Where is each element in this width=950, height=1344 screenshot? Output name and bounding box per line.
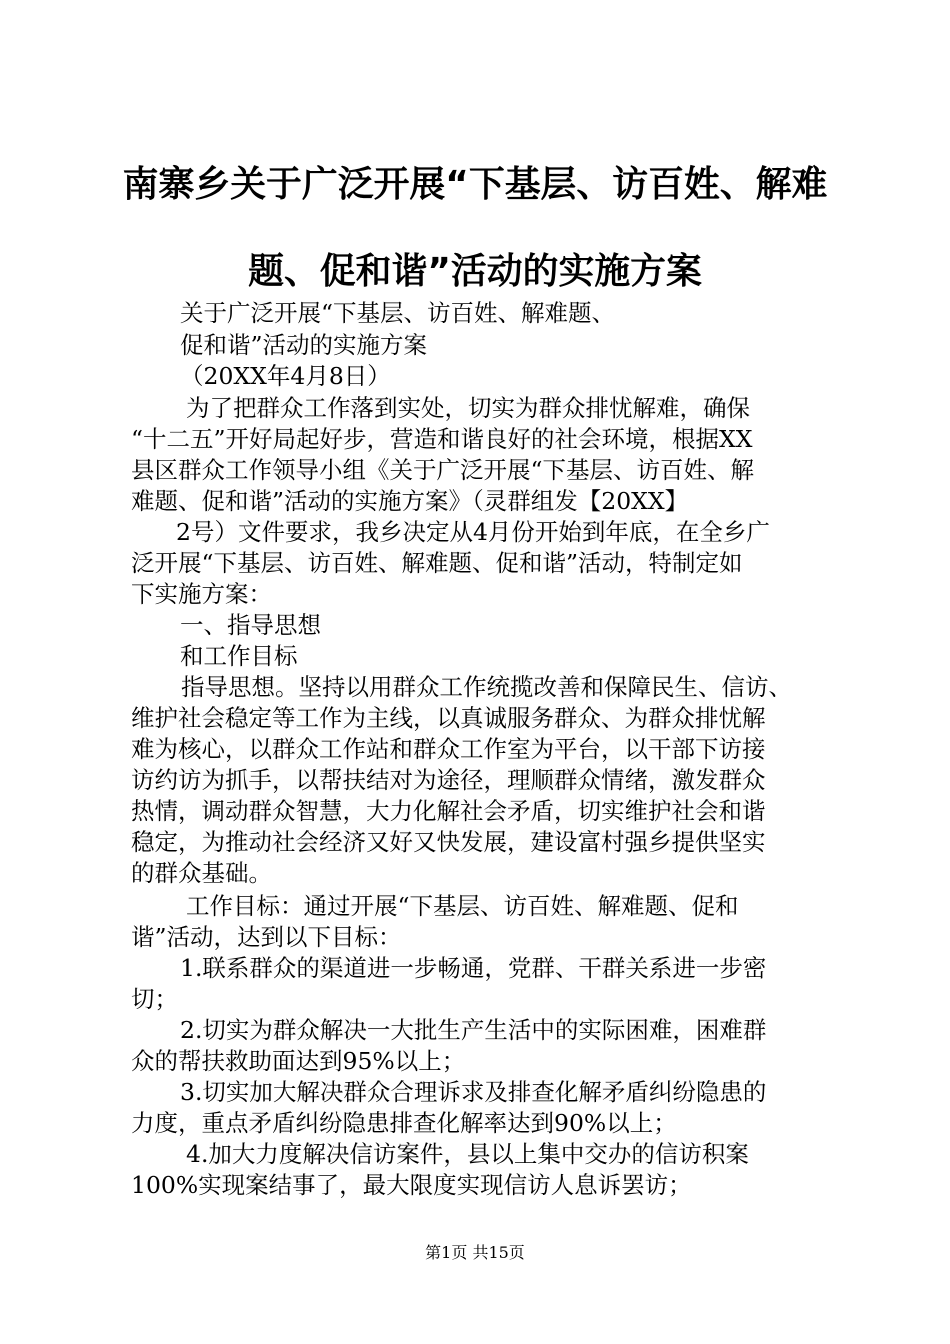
body-line: 访约访为抓手，以帮扶结对为途径，理顺群众情绪，激发群众 [131,766,766,794]
body-line: 切； [131,985,178,1013]
body-line: 县区群众工作领导小组《关于广泛开展“下基层、访百姓、解 [131,456,755,484]
body-line: 100%实现案结事了，最大限度实现信访人息诉罢访； [131,1171,692,1199]
document-title-line-2: 题、促和谐”活动的实施方案 [248,251,702,292]
body-line: 难题、促和谐”活动的实施方案》（灵群组发【20XX】 [131,487,689,515]
body-line: 众的帮扶救助面达到95%以上； [131,1047,466,1075]
body-line: 的群众基础。 [131,859,272,887]
body-line: 谐”活动，达到以下目标： [131,923,402,951]
body-line: 工作目标：通过开展“下基层、访百姓、解难题、促和 [186,892,739,920]
body-line: 指导思想。坚持以用群众工作统揽改善和保障民生、信访、 [181,673,792,701]
body-line: 2号）文件要求，我乡决定从4月份开始到年底，在全乡广 [176,518,770,546]
body-line: 热情，调动群众智慧，大力化解社会矛盾，切实维护社会和谐 [131,797,766,825]
page-number-footer: 第1页 共15页 [425,1243,525,1262]
body-line: 维护社会稳定等工作为主线，以真诚服务群众、为群众排忧解 [131,704,766,732]
body-line: 促和谐”活动的实施方案 [180,331,428,359]
body-line: 力度，重点矛盾纠纷隐患排查化解率达到90%以上； [131,1109,677,1137]
body-line: 和工作目标 [180,642,298,670]
body-line: （20XX年4月8日） [180,362,391,390]
body-line: 为了把群众工作落到实处，切实为群众排忧解难，确保 [186,394,750,422]
body-line: 2.切实为群众解决一大批生产生活中的实际困难，困难群 [180,1016,767,1044]
body-line: 4.加大力度解决信访案件，县以上集中交办的信访积案 [186,1140,749,1168]
body-line: “十二五”开好局起好步，营造和谐良好的社会环境，根据XX [131,425,753,453]
body-line: 关于广泛开展“下基层、访百姓、解难题、 [180,299,616,327]
document-title-line-1: 南寨乡关于广泛开展“下基层、访百姓、解难 [122,164,828,205]
body-line: 1.联系群众的渠道进一步畅通，党群、干群关系进一步密 [180,954,767,982]
body-line: 3.切实加大解决群众合理诉求及排查化解矛盾纠纷隐患的 [180,1078,767,1106]
body-line: 下实施方案： [131,580,272,608]
body-line: 泛开展“下基层、访百姓、解难题、促和谐”活动，特制定如 [131,549,743,577]
body-line: 难为核心，以群众工作站和群众工作室为平台，以干部下访接 [131,735,766,763]
body-line: 稳定，为推动社会经济又好又快发展，建设富村强乡提供坚实 [131,828,766,856]
body-line: 一、指导思想 [180,611,321,639]
